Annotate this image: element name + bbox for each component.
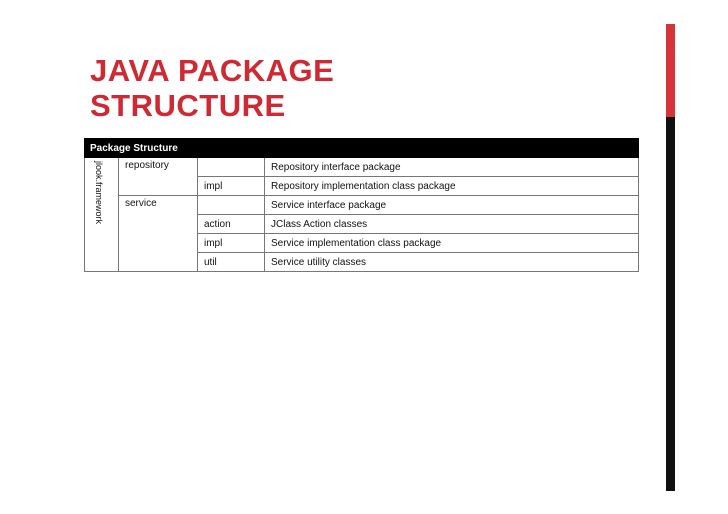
table-header-row xyxy=(85,139,639,158)
accent-bar-red xyxy=(666,24,675,117)
description-cell: Service interface package xyxy=(265,196,639,215)
description-cell: Service implementation class package xyxy=(265,234,639,253)
slide-title-line-1: JAVA PACKAGE xyxy=(90,53,335,88)
subpackage-cell: impl xyxy=(198,234,265,253)
package-cell-service: service xyxy=(119,196,198,272)
accent-bar-black xyxy=(666,117,675,491)
slide-title xyxy=(90,53,590,123)
table-row xyxy=(85,158,639,177)
description-cell: JClass Action classes xyxy=(265,215,639,234)
package-cell-repository: repository xyxy=(119,158,198,196)
package-structure-table xyxy=(84,138,639,272)
description-cell: Service utility classes xyxy=(265,253,639,272)
subpackage-cell xyxy=(198,158,265,177)
subpackage-cell: action xyxy=(198,215,265,234)
table-row xyxy=(85,196,639,215)
description-cell: Repository implementation class package xyxy=(265,177,639,196)
subpackage-cell: util xyxy=(198,253,265,272)
slide-title-line-2: STRUCTURE xyxy=(90,88,286,123)
subpackage-cell: impl xyxy=(198,177,265,196)
root-package-cell xyxy=(85,158,119,272)
subpackage-cell xyxy=(198,196,265,215)
description-cell: Repository interface package xyxy=(265,158,639,177)
table-header: Package Structure xyxy=(85,139,639,158)
root-package-label: jlook.framework xyxy=(94,161,104,225)
